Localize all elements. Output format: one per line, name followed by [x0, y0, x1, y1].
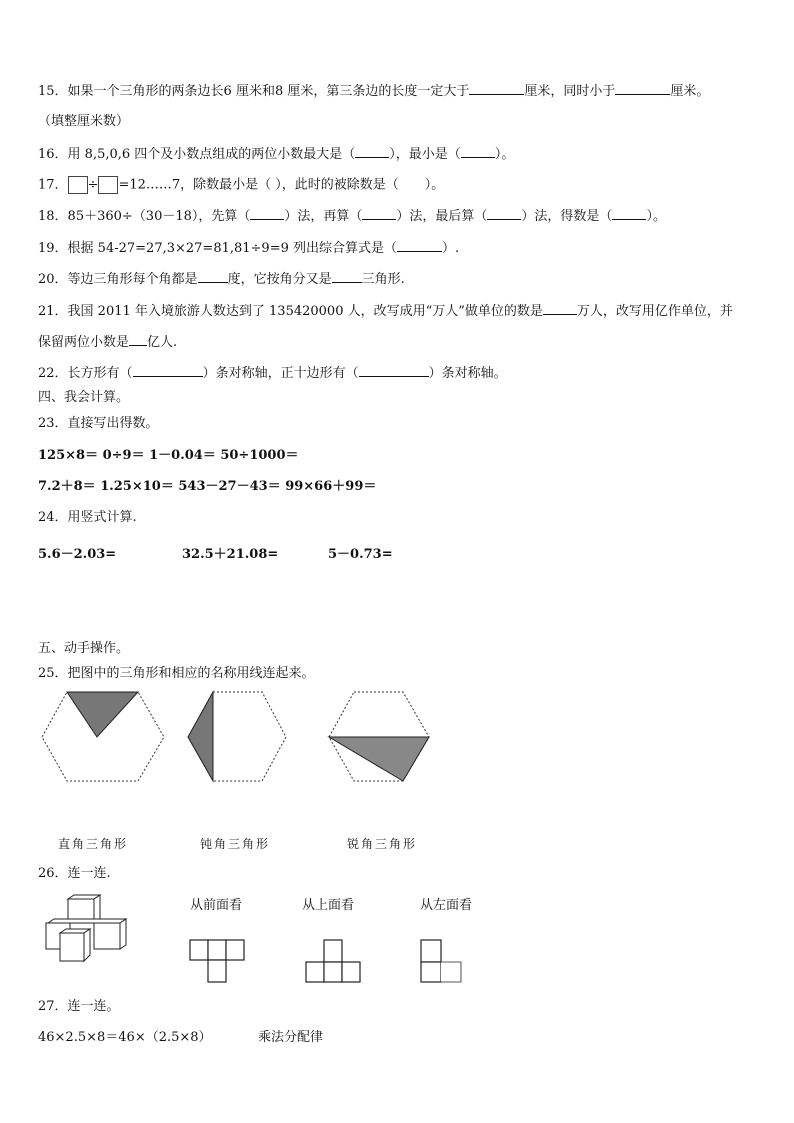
dividend-box[interactable]: [68, 176, 88, 194]
question-27: 27．连一连。: [38, 999, 120, 1014]
section-4-heading: 四、我会计算。: [38, 390, 130, 405]
q23-row-2: 7.2＋8＝ 1.25×10＝ 543－27－43＝ 99×66＋99＝: [38, 479, 377, 494]
cube-stack-figure: [42, 893, 137, 965]
q23-row-1: 125×8＝ 0÷9＝ 1－0.04＝ 50÷1000＝: [38, 448, 299, 463]
answer-blank[interactable]: [355, 145, 389, 158]
answer-blank[interactable]: [198, 270, 228, 283]
view-drawing-3[interactable]: [419, 938, 467, 986]
question-25: 25．把图中的三角形和相应的名称用线连起来。: [38, 666, 315, 681]
answer-blank[interactable]: [461, 145, 495, 158]
view-drawing-1[interactable]: [188, 938, 248, 986]
view-drawing-2[interactable]: [303, 938, 365, 986]
hexagon-figure-1[interactable]: [42, 692, 164, 781]
q24-item-3: 5－0.73=: [328, 547, 393, 562]
question-21-cont: 保留两位小数是 亿人.: [38, 335, 178, 350]
view-label-top[interactable]: 从上面看: [302, 898, 355, 913]
label-acute-triangle[interactable]: 锐角三角形: [347, 837, 418, 851]
question-17: 17． ÷ =12……7，除数最小是（ ），此时的被除数是（ ）。: [38, 177, 445, 193]
question-15: 15．如果一个三角形的两条边长6 厘米和8 厘米，第三条边的长度一定大于 厘米，同时小于 厘米。: [38, 84, 710, 99]
question-23: 23．直接写出得数。: [38, 416, 159, 431]
question-20: 20．等边三角形每个角都是 度，它按角分又是 三角形.: [38, 272, 405, 287]
hexagon-figure-2[interactable]: [188, 692, 286, 781]
hexagon-figure-3[interactable]: [329, 692, 429, 781]
answer-blank[interactable]: [250, 207, 284, 220]
view-label-front[interactable]: 从前面看: [190, 898, 243, 913]
answer-blank[interactable]: [332, 270, 362, 283]
answer-blank[interactable]: [133, 364, 203, 377]
divisor-box[interactable]: [98, 176, 118, 194]
label-right-triangle[interactable]: 直角三角形: [58, 837, 129, 851]
question-24: 24．用竖式计算.: [38, 510, 137, 525]
view-label-left[interactable]: 从左面看: [420, 898, 473, 913]
q24-item-2: 32.5＋21.08=: [182, 547, 279, 562]
question-15-note: （填整厘米数）: [38, 114, 130, 129]
answer-blank[interactable]: [362, 207, 396, 220]
question-26: 26．连一连.: [38, 866, 111, 881]
answer-blank[interactable]: [359, 364, 429, 377]
q27-expression[interactable]: 46×2.5×8＝46×（2.5×8）: [38, 1030, 212, 1045]
answer-blank[interactable]: [543, 302, 577, 315]
answer-blank[interactable]: [487, 207, 521, 220]
q24-item-1: 5.6－2.03=: [38, 547, 117, 562]
answer-blank[interactable]: [469, 82, 524, 95]
question-16: 16．用 8,5,0,6 四个及小数点组成的两位小数最大是（ ），最小是（ ）。: [38, 147, 515, 162]
answer-blank[interactable]: [615, 82, 670, 95]
answer-blank[interactable]: [612, 207, 646, 220]
label-obtuse-triangle[interactable]: 钝角三角形: [200, 837, 271, 851]
question-21: 21．我国 2011 年入境旅游人数达到了 135420000 人，改写成用“万人”做单位的数是 万人，改写用亿作单位，并: [38, 304, 733, 319]
hexagon-figures: [40, 690, 440, 784]
answer-blank[interactable]: [129, 333, 147, 346]
question-22: 22．长方形有（ ）条对称轴，正十边形有（ ）条对称轴。: [38, 366, 507, 381]
section-5-heading: 五、动手操作。: [38, 641, 130, 656]
question-19: 19．根据 54-27=27,3×27=81,81÷9=9 列出综合算式是（ ）.: [38, 241, 460, 256]
answer-blank[interactable]: [397, 239, 442, 252]
question-18: 18．85＋360÷（30－18），先算（ ）法，再算（ ）法，最后算（ ）法，得数是（ ）。: [38, 209, 666, 224]
q27-law-label[interactable]: 乘法分配律: [258, 1030, 324, 1045]
